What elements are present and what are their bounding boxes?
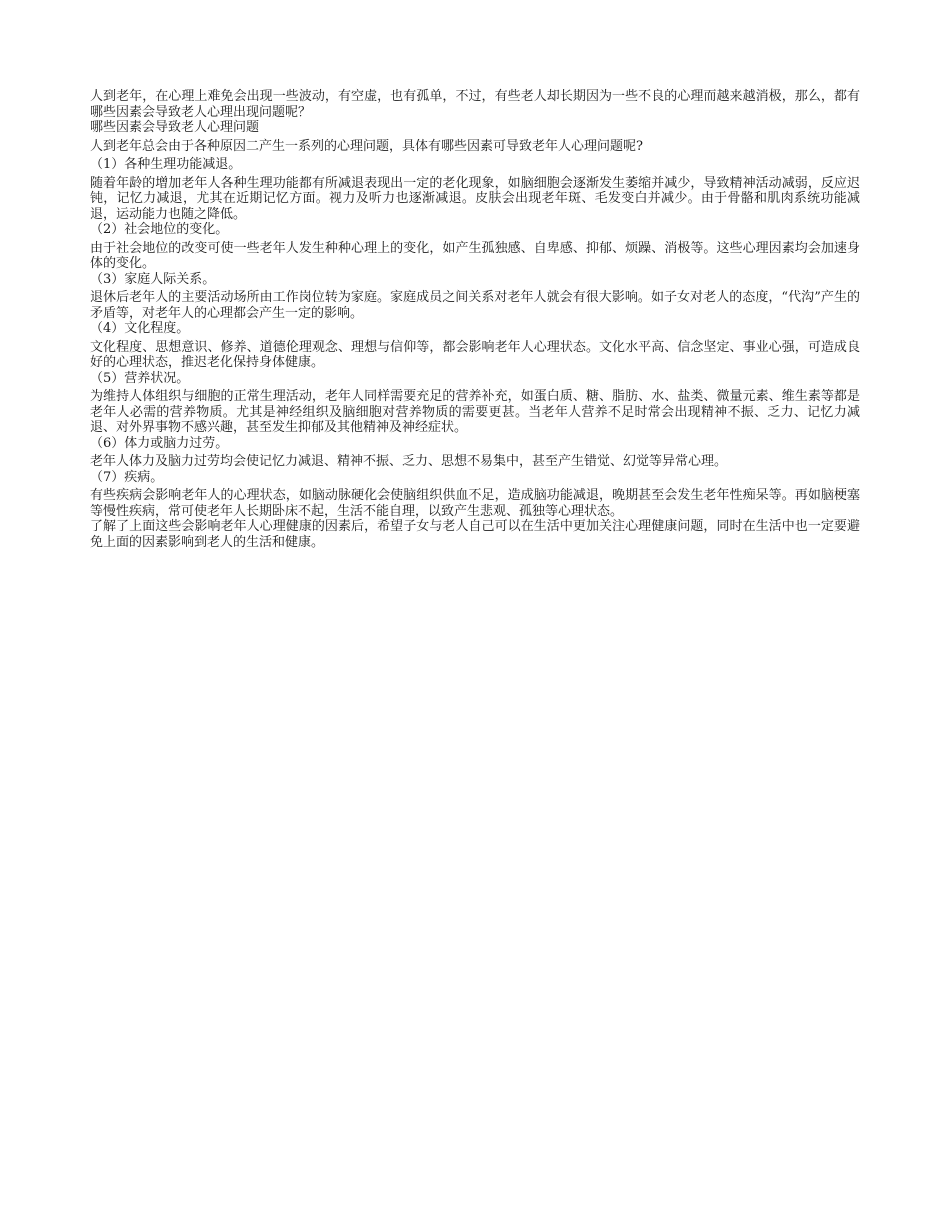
section-heading: （3）家庭人际关系。 <box>90 271 216 287</box>
section-body: 有些疾病会影响老年人的心理状态，如脑动脉硬化会使脑组织供血不足，造成脑功能减退，晚期甚至会发生老年性痴呆等。再如脑梗塞等慢性疾病，常可使老年人长期卧床不起，生活不能自理，以致产生悲观、孤独等心理状态。 <box>90 488 860 519</box>
section-heading: （1）各种生理功能减退。 <box>90 157 242 172</box>
section-body: 由于社会地位的改变可使一些老年人发生种种心理上的变化，如产生孤独感、自卑感、抑郁、烦躁、消极等。这些心理因素均会加速身体的变化。 <box>90 240 860 271</box>
section-heading: （7）疾病。 <box>90 469 164 485</box>
section-body: 退休后老年人的主要活动场所由工作岗位转为家庭。家庭成员之间关系对老年人就会有很大影响。如子女对老人的态度，“代沟”产生的矛盾等，对老年人的心理都会产生一定的影响。 <box>90 290 860 321</box>
lead-paragraph: 人到老年总会由于各种原因二产生一系列的心理问题，具体有哪些因素可导致老年人心理问题呢? <box>90 138 643 154</box>
document-subtitle: 哪些因素会导致老人心理问题 <box>90 120 260 135</box>
document-page <box>90 89 860 550</box>
conclusion-paragraph: 了解了上面这些会影响老年人心理健康的因素后，希望子女与老人自己可以在生活中更加关注心理健康问题，同时在生活中也一定要避免上面的因素影响到老人的生活和健康。 <box>90 519 860 550</box>
section-heading: （4）文化程度。 <box>90 321 190 336</box>
section-body: 文化程度、思想意识、修养、道德伦理观念、理想与信仰等，都会影响老年人心理状态。文化水平高、信念坚定、事业心强，可造成良好的心理状态，推迟老化保持身体健康。 <box>90 339 860 370</box>
section-heading: （5）营养状况。 <box>90 370 190 386</box>
section-body: 随着年龄的增加老年人各种生理功能都有所减退表现出一定的老化现象，如脑细胞会逐渐发生萎缩并减少，导致精神活动减弱，反应迟钝，记忆力减退，尤其在近期记忆方面。视力及听力也逐渐减退。皮肤会出现老年斑、毛发变白并减少。由于骨骼和肌肉系统功能减退，运动能力也随之降低。 <box>90 175 860 222</box>
section-heading: （6）体力或脑力过劳。 <box>90 435 229 451</box>
section-body: 为维持人体组织与细胞的正常生理活动，老年人同样需要充足的营养补充，如蛋白质、糖、脂肪、水、盐类、微量元素、维生素等都是老年人必需的营养物质。尤其是神经组织及脑细胞对营养物质的需要更甚。当老年人营养不足时常会出现精神不振、乏力、记忆力减退、对外界事物不感兴趣，甚至发生抑郁及其他精神及神经症状。 <box>90 389 860 435</box>
section-heading: （2）社会地位的变化。 <box>90 222 229 237</box>
intro-paragraph: 人到老年，在心理上难免会出现一些波动，有空虚，也有孤单，不过，有些老人却长期因为一些不良的心理而越来越消极，那么，都有哪些因素会导致老人心理出现问题呢？ <box>90 89 860 120</box>
section-body: 老年人体力及脑力过劳均会使记忆力减退、精神不振、乏力、思想不易集中，甚至产生错觉、幻觉等异常心理。 <box>90 454 728 469</box>
